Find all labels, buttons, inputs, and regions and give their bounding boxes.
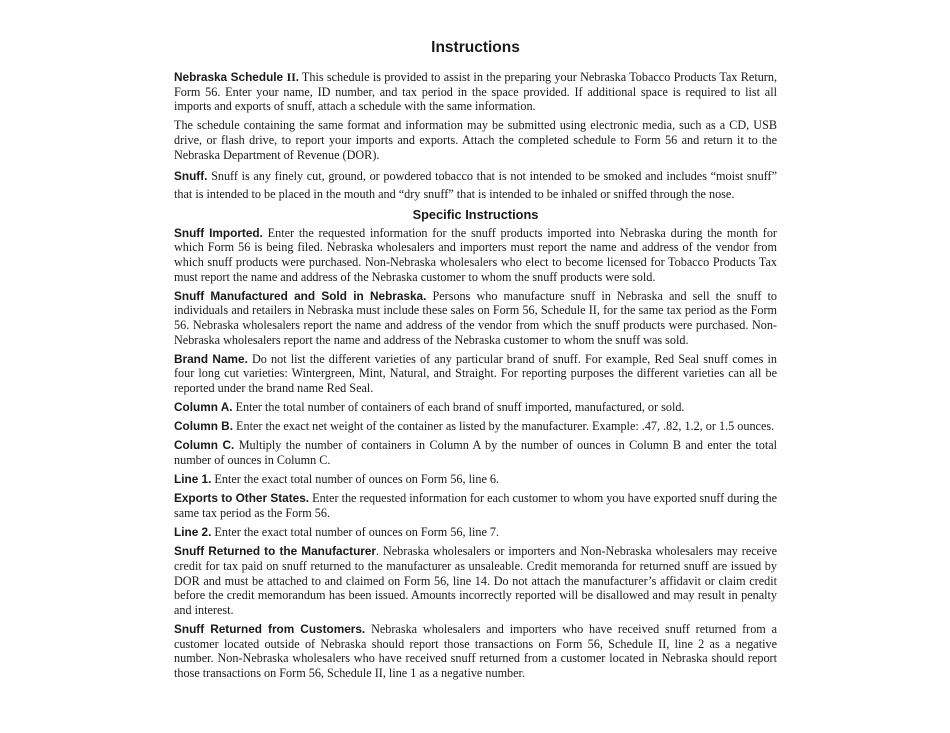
paragraph-text: . Nebraska wholesalers or importers and Non-Nebraska wholesalers may receive credit for tax paid on snuff returned to the manufacturer as unsaleable. Credit memoranda for returned snuff are issued by DOR and must be attached to and claimed on Form 56, line 14. Do not attach the manufacturer’s affidavit or claim credit before the credit memorandum has been issued. Amounts incorrectly reported will be disallowed and may result in penalty and interest. xyxy=(174,544,777,617)
paragraph-brand-name xyxy=(174,352,777,396)
paragraph-returned-customers xyxy=(174,622,777,680)
paragraph-text: Snuff is any finely cut, ground, or powdered tobacco that is not intended to be smoked and includes “moist snuff” that is intended to be placed in the mouth and “dry snuff” that is intended to be inhaled or sniffed through the nose. xyxy=(174,168,778,201)
paragraph-label: Snuff Returned to the Manufacturer xyxy=(174,544,377,559)
page-title: Instructions xyxy=(431,39,520,56)
paragraph-text: Enter the total number of containers of each brand of snuff imported, manufactured, or sold. xyxy=(235,400,685,415)
paragraph-label: Line 2. xyxy=(174,525,212,540)
instructions-page xyxy=(174,38,777,685)
paragraph-label: Snuff Returned from Customers. xyxy=(174,621,366,636)
paragraph-text: Persons who manufacture snuff in Nebraska and sell the snuff to individuals and retailers in Nebraska must include these sales on Form 56, Schedule II, for the same tax period as the Form 56. Nebraska wholesalers report the name and address of the vendor from which the snuff products were purchased. Non-Nebraska wholesalers report the name and address of the Nebraska customer to whom the snuff was sold. xyxy=(174,288,778,347)
paragraph-line-2 xyxy=(174,525,777,540)
paragraph-text: Multiply the number of containers in Column A by the number of ounces in Column B and enter the total number of ounces in Column C. xyxy=(174,438,778,468)
paragraph-text: Enter the exact total number of ounces on Form 56, line 7. xyxy=(214,525,500,540)
paragraph-snuff-definition xyxy=(174,167,777,203)
paragraph-returned-manufacturer xyxy=(174,544,777,617)
paragraph-line-1 xyxy=(174,472,777,487)
paragraph-text: Enter the requested information for each customer to whom you have exported snuff during the same tax period as the Form 56. xyxy=(174,491,778,520)
paragraph-snuff-imported xyxy=(174,226,777,284)
paragraph-column-c xyxy=(174,438,777,467)
paragraph-text: Do not list the different varieties of any particular brand of snuff. For example, Red Seal snuff comes in four long cut varieties: Wintergreen, Mint, Natural, and Straight. For reporting purposes the different varieties can all be reported under the brand name Red Seal. xyxy=(174,351,777,395)
paragraph-text: Enter the exact net weight of the container as listed by the manufacturer. Example: .47, .82, 1.2, or 1.5 ounces. xyxy=(236,419,775,434)
paragraph-label: Column A. xyxy=(174,400,233,415)
paragraph-label: Column B. xyxy=(174,419,233,434)
paragraph-label: Snuff. xyxy=(174,168,208,183)
paragraph-text: Nebraska wholesalers and importers who have received snuff returned from a customer located outside of Nebraska should report those transactions on Form 56, Schedule II, line 2 as a negative number. Non-Nebraska wholesalers who have received snuff returned from a customer located in Nebraska should report those transactions on Form 56, Schedule II, line 1 as a negative number. xyxy=(174,621,778,680)
paragraph-label: Nebraska Schedule II. xyxy=(174,70,299,84)
paragraph-schedule-ii xyxy=(174,70,777,114)
paragraph-column-b xyxy=(174,419,777,434)
paragraph-label: Brand Name. xyxy=(174,351,248,366)
section-heading-specific: Specific Instructions xyxy=(412,206,539,222)
paragraph-electronic-media xyxy=(174,118,777,162)
paragraph-label: Line 1. xyxy=(174,472,212,487)
paragraph-text: The schedule containing the same format and information may be submitted using electronic media, such as a CD, USB drive, or flash drive, to report your imports and exports. Attach the completed schedule to Form 56 and return it to the Nebraska Department of Revenue (DOR). xyxy=(174,118,777,162)
paragraph-text: Enter the exact total number of ounces on Form 56, line 6. xyxy=(214,472,500,487)
paragraph-label: Exports to Other States. xyxy=(174,491,310,506)
paragraph-label: Column C. xyxy=(174,438,235,453)
paragraph-label: Snuff Imported. xyxy=(174,225,263,240)
paragraph-column-a xyxy=(174,400,777,415)
paragraph-manufactured-sold xyxy=(174,289,777,347)
paragraph-exports xyxy=(174,491,777,520)
paragraph-text: Enter the requested information for the snuff products imported into Nebraska during the month for which Form 56 is being filed. Nebraska wholesalers and importers must report the name and address of the vendor from which snuff products were purchased. Non-Nebraska wholesalers who elect to become licensed for Tobacco Products Tax must report the name and address of the Nebraska customer to whom the snuff products were sold. xyxy=(174,225,777,284)
paragraph-label: Snuff Manufactured and Sold in Nebraska. xyxy=(174,288,427,303)
paragraph-text: This schedule is provided to assist in the preparing your Nebraska Tobacco Products Tax Return, Form 56. Enter your name, ID number, and tax period in the space provided. If additional space is required to list all imports and exports of snuff, attach a schedule with the same information. xyxy=(174,70,777,114)
